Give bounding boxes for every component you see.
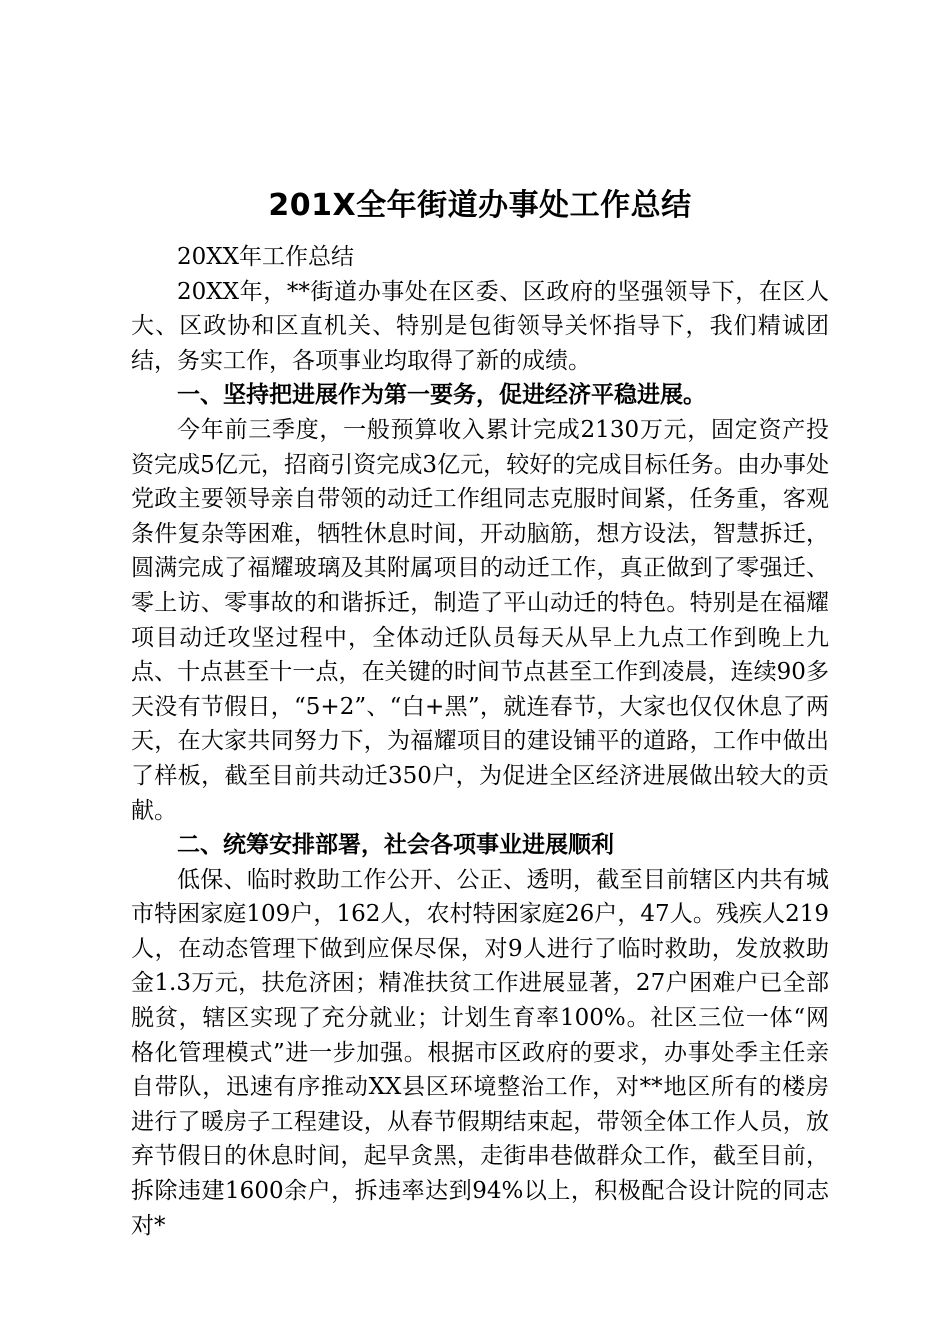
section-2-body: 低保、临时救助工作公开、公正、透明，截至目前辖区内共有城市特困家庭109户，162人，农村特困家庭26户，47人。残疾人219人，在动态管理下做到应保尽保，对9人进行了临时救助，发放救助金1.3万元，扶危济困；精准扶贫工作进展显著，27户困难户已全部脱贫，辖区实现了充分就业；计划生育率100%。社区三位一体“网格化管理模式”进一步加强。根据市区政府的要求，办事处季主任亲自带队，迅速有序推动XX县区环境整治工作，对**地区所有的楼房进行了暖房子工程建设，从春节假期结束起，带领全体工作人员，放弃节假日的休息时间，起早贪黑，走街串巷做群众工作，截至目前，拆除违建1600余户，拆违率达到94%以上，积极配合设计院的同志对*	[131, 866, 829, 1239]
section-1-body: 今年前三季度，一般预算收入累计完成2130万元，固定资产投资完成5亿元，招商引资完成3亿元，较好的完成目标任务。由办事处党政主要领导亲自带领的动迁工作组同志克服时间紧，任务重，客观条件复杂等困难，牺牲休息时间，开动脑筋，想方设法，智慧拆迁，圆满完成了福耀玻璃及其附属项目的动迁工作，真正做到了零强迁、零上访、零事故的和谐拆迁，制造了平山动迁的特色。特别是在福耀项目动迁攻坚过程中，全体动迁队员每天从早上九点工作到晚上九点、十点甚至十一点，在关键的时间节点甚至工作到凌晨，连续90多天没有节假日，“5+2”、“白+黑”，就连春节，大家也仅仅休息了两天，在大家共同努力下，为福耀项目的建设铺平的道路，工作中做出了样板，截至目前共动迁350户，为促进全区经济进展做出较大的贡献。	[131, 416, 829, 824]
document-title: 201X全年街道办事处工作总结	[268, 188, 692, 223]
section-1-heading: 一、坚持把进展作为第一要务，促进经济平稳进展。	[177, 382, 706, 409]
document-page	[131, 176, 829, 1243]
section-2-heading: 二、统筹安排部署，社会各项事业进展顺利	[177, 832, 614, 859]
intro-paragraph: 20XX年，**街道办事处在区委、区政府的坚强领导下，在区人大、区政协和区直机关、特别是包街领导关怀指导下，我们精诚团结，务实工作，各项事业均取得了新的成绩。	[131, 278, 829, 374]
document-subtitle: 20XX年工作总结	[177, 244, 355, 270]
